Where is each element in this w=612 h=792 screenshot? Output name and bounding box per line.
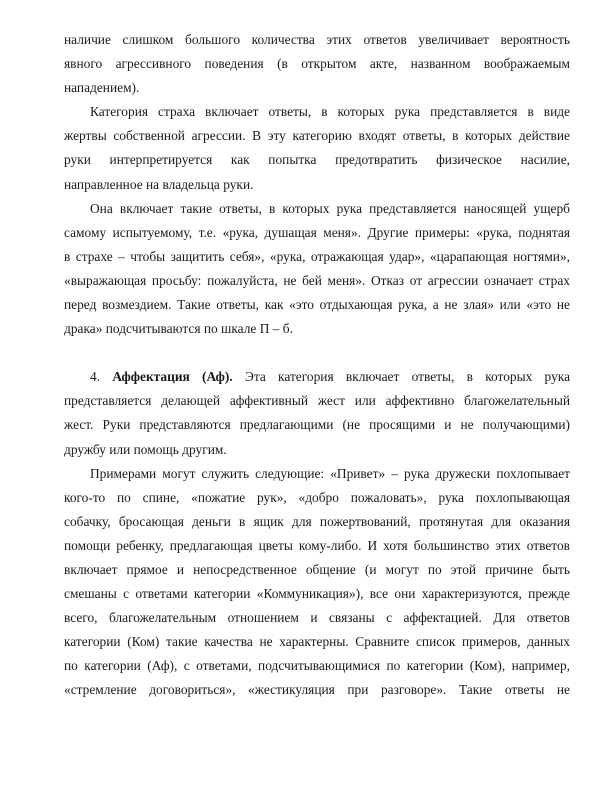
text-line: смешаны с ответами категории «Коммуникация»), все они характеризуются, прежде: [64, 586, 570, 602]
text-line: собачку, бросающая деньги в ящик для пожертвований, протянутая для оказания: [64, 513, 570, 529]
paragraph-aggression-end: [64, 28, 570, 100]
text-line: Она включает такие ответы, в которых рука представляется наносящей ущерб: [90, 200, 570, 216]
section-heading: Аффектация (Аф).: [112, 369, 233, 385]
text-line: Категория страха включает ответы, в которых рука представляется в виде: [90, 104, 570, 120]
text-line: «выражающая просьбу: пожалуйста, не бей меня». Отказ от агрессии означает страх: [64, 272, 570, 288]
text-line: перед возмездием. Такие ответы, как «это отдыхающая рука, а не злая» или «это не: [64, 297, 570, 313]
paragraph-spacer: [64, 341, 570, 365]
text-line: жест. Руки представляются предлагающими (не просящими и не получающими): [64, 417, 570, 433]
heading-line: [64, 365, 570, 389]
text-line: по категории (Аф), с ответами, подсчитывающимися по категории (Ком), например,: [64, 658, 570, 674]
text-line: всего, благожелательным отношением и связаны с аффектацией. Для ответов: [64, 610, 570, 626]
paragraph-fear-category: [64, 100, 570, 196]
text-line: «стремление договориться», «жестикуляция при разговоре». Такие ответы не: [64, 682, 570, 698]
text-line: нападением).: [64, 80, 140, 96]
text-line: включает прямое и непосредственное общение (и могут по этой причине быть: [64, 561, 570, 577]
text-line: наличие слишком большого количества этих ответов увеличивает вероятность: [64, 32, 570, 47]
text-line: Примерами могут служить следующие: «Привет» – рука дружески похлопывает: [90, 465, 570, 481]
text-line: категории (Ком) такие качества не характерны. Сравните список примеров, данных: [64, 634, 570, 650]
text-line: явного агрессивного поведения (в открытом акте, названном воображаемым: [64, 56, 570, 72]
text-line: жертвы собственной агрессии. В эту категорию входят ответы, в которых действие: [64, 128, 570, 144]
text-line: в страхе – чтобы защитить себя», «рука, отражающая удар», «царапающая ногтями»,: [64, 248, 570, 264]
text-line: направленное на владельца руки.: [64, 176, 254, 192]
text-line: руки интерпретируется как попытка предотвратить физическое насилие,: [64, 152, 570, 168]
paragraph-fear-examples: [64, 197, 570, 342]
text-line: самому испытуемому, т.е. «рука, душащая меня». Другие примеры: «рука, поднятая: [64, 224, 570, 240]
paragraph-affectation-heading: [64, 365, 570, 461]
item-number: 4.: [90, 369, 113, 385]
heading-rest: Эта категория включает ответы, в которых рука: [232, 369, 570, 385]
text-line: дружбу или помощь другим.: [64, 441, 227, 457]
text-line: кого-то по спине, «пожатие рук», «добро пожаловать», рука похлопывающая: [64, 489, 570, 505]
paragraph-affectation-examples: [64, 462, 570, 703]
text-line: помощи ребенку, предлагающая цветы кому-либо. И хотя большинство этих ответов: [64, 537, 570, 553]
text-line: драка» подсчитываются по шкале П – б.: [64, 321, 293, 337]
text-line: представляется делающей аффективный жест или аффективно благожелательный: [64, 393, 570, 409]
